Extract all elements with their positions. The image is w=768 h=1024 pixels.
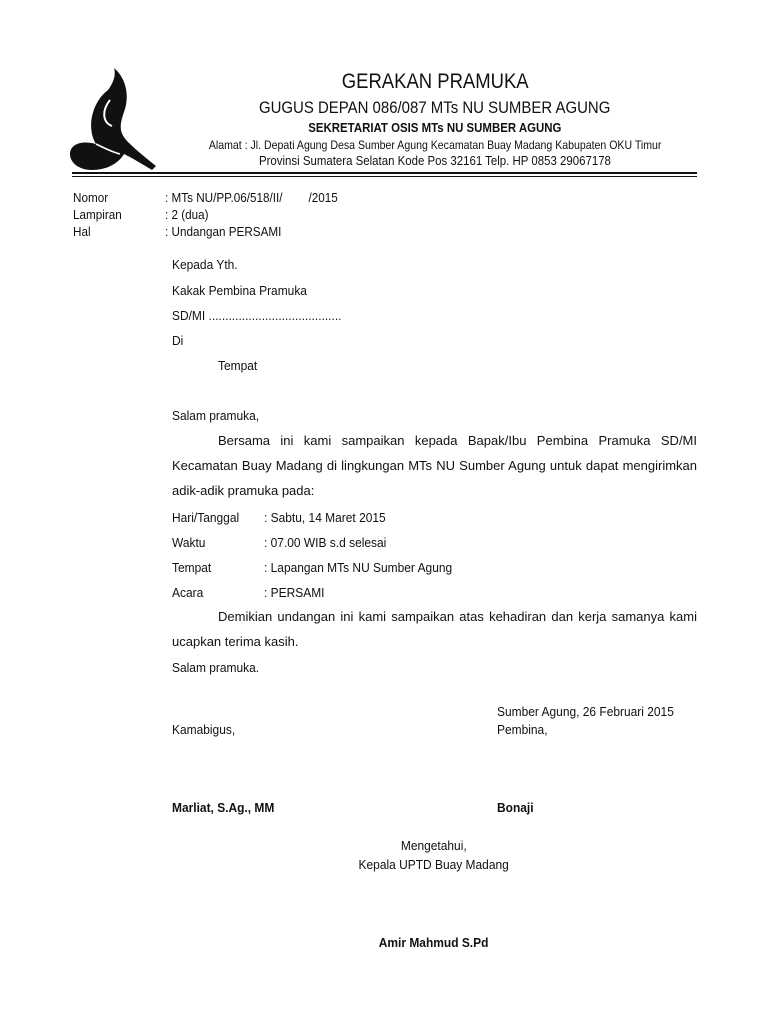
detail-label-date: Hari/Tanggal [172, 510, 240, 525]
meta-label-hal: Hal [73, 224, 91, 239]
org-title: GERAKAN PRAMUKA [341, 70, 529, 93]
meta-value-nomor: : MTs NU/PP.06/518/II/ /2015 [165, 190, 338, 205]
detail-value-event: : PERSAMI [264, 585, 325, 600]
recipient-line-5: Tempat [218, 358, 258, 373]
farewell: Salam pramuka. [172, 660, 260, 675]
meta-value-lampiran: : 2 (dua) [165, 207, 209, 222]
head-signer-role: Kepala UPTD Buay Madang [358, 857, 510, 872]
secretariat-title: SEKRETARIAT OSIS MTs NU SUMBER AGUNG [308, 120, 562, 135]
acknowledged-label: Mengetahui, [401, 838, 467, 853]
meta-label-nomor: Nomor [73, 190, 109, 205]
detail-label-time: Waktu [172, 535, 206, 550]
address-line: Alamat : Jl. Depati Agung Desa Sumber Agung Kecamatan Buay Madang Kabupaten OKU Timur [208, 138, 662, 152]
head-signer-name: Amir Mahmud S.Pd [379, 935, 489, 950]
unit-title: GUGUS DEPAN 086/087 MTs NU SUMBER AGUNG [259, 98, 611, 117]
closing-paragraph: Demikian undangan ini kami sampaikan atas kehadiran dan kerja samanya kami ucapkan terima kasih. [172, 609, 697, 649]
left-signer-role: Kamabigus, [172, 722, 236, 737]
intro-paragraph: Bersama ini kami sampaikan kepada Bapak/Ibu Pembina Pramuka SD/MI Kecamatan Buay Madang di lingkungan MTs NU Sumber Agung untuk dapat mengirimkan adik-adik pramuka pada: [172, 433, 697, 498]
place-date: Sumber Agung, 26 Februari 2015 [497, 704, 674, 719]
left-signer-name: Marliat, S.Ag., MM [172, 800, 275, 815]
tunas-kelapa-logo-icon [68, 66, 160, 174]
greeting: Salam pramuka, [172, 408, 260, 423]
header-rule-thick [72, 172, 697, 174]
province-line: Provinsi Sumatera Selatan Kode Pos 32161 Telp. HP 0853 29067178 [259, 153, 611, 168]
right-signer-role: Pembina, [497, 722, 548, 737]
detail-label-event: Acara [172, 585, 204, 600]
detail-value-time: : 07.00 WIB s.d selesai [264, 535, 387, 550]
recipient-line-3: SD/MI ........................................ [172, 308, 342, 323]
meta-value-hal: : Undangan PERSAMI [165, 224, 282, 239]
recipient-line-2: Kakak Pembina Pramuka [172, 283, 307, 298]
recipient-line-4: Di [172, 333, 184, 348]
detail-label-place: Tempat [172, 560, 212, 575]
recipient-line-1: Kepada Yth. [172, 257, 238, 272]
detail-value-place: : Lapangan MTs NU Sumber Agung [264, 560, 453, 575]
meta-label-lampiran: Lampiran [73, 207, 122, 222]
header-rule-thin [72, 176, 697, 177]
right-signer-name: Bonaji [497, 800, 534, 815]
detail-value-date: : Sabtu, 14 Maret 2015 [264, 510, 386, 525]
